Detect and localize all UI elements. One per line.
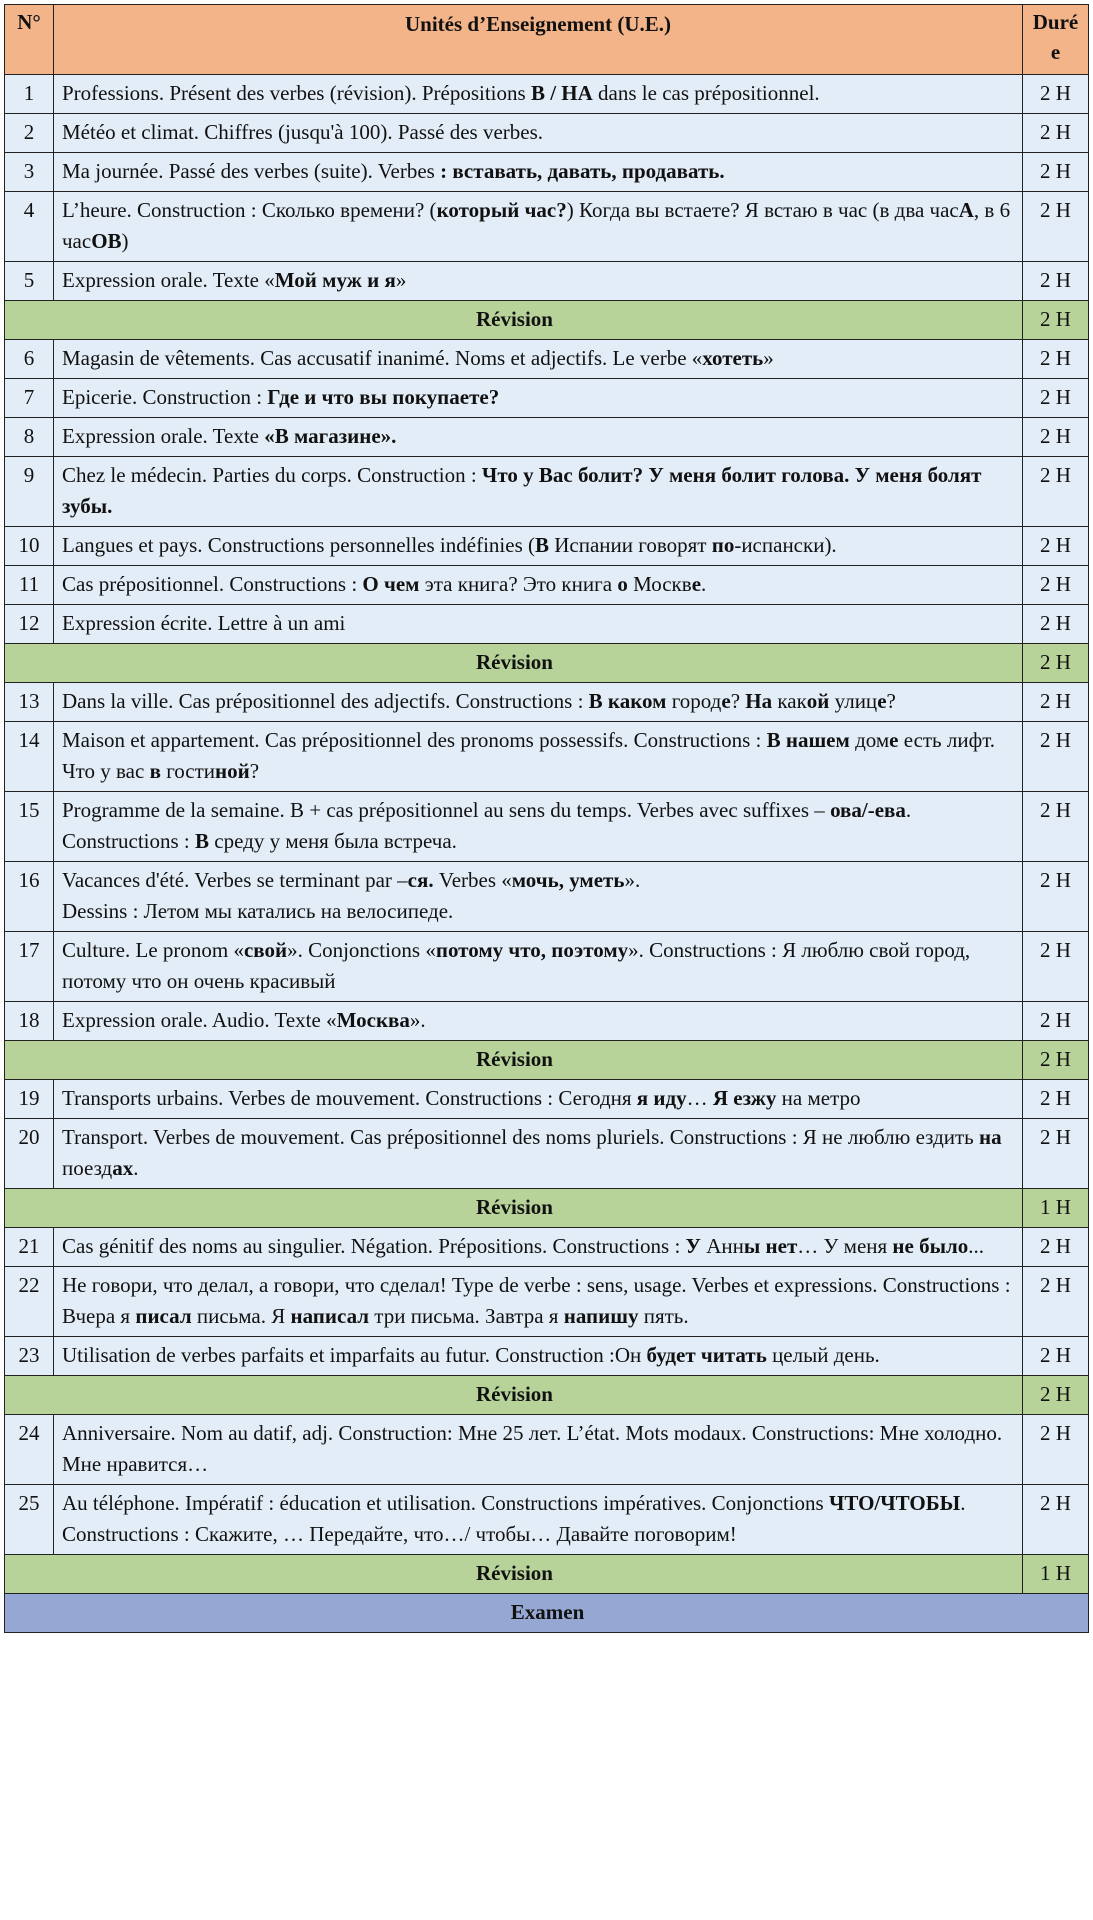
lesson-description: [54, 566, 1023, 605]
lesson-description: [54, 1415, 1023, 1485]
revision-label: Révision: [5, 1555, 1023, 1594]
text: ?: [249, 759, 260, 783]
text: . Constructions :: [62, 798, 912, 853]
bold-text: по: [711, 533, 735, 557]
text: dans le cas prépositionnel.: [592, 81, 820, 105]
lesson-description: [54, 722, 1023, 792]
text: … У меня: [797, 1234, 893, 1258]
text: три письма. Завтра я: [369, 1304, 564, 1328]
lesson-duration: 2 H: [1023, 340, 1089, 379]
lesson-description: [54, 932, 1023, 1002]
bold-text: В нашем: [766, 728, 850, 752]
lesson-number: 4: [5, 192, 54, 262]
table-row: [5, 792, 1089, 862]
bold-text: который час?: [436, 198, 567, 222]
text: Transport. Verbes de mouvement. Cas prépositionnel des noms pluriels. Constructions : Я не люблю ездить: [62, 1125, 980, 1149]
lesson-number: 18: [5, 1002, 54, 1041]
bold-text: нет: [765, 1234, 798, 1258]
bold-text: на: [979, 1125, 1002, 1149]
text: Анн: [700, 1234, 744, 1258]
table-row: [5, 722, 1089, 792]
lesson-description: [54, 605, 1023, 644]
header-duration: [1023, 5, 1089, 75]
lesson-description: [54, 683, 1023, 722]
text: Magasin de vêtements. Cas accusatif inanimé. Noms et adjectifs. Le verbe «: [62, 346, 703, 370]
table-row: [5, 114, 1089, 153]
revision-label: Révision: [5, 1189, 1023, 1228]
table-row: [5, 1337, 1089, 1376]
revision-row: [5, 301, 1089, 340]
lesson-number: 5: [5, 262, 54, 301]
lesson-duration: 2 H: [1023, 1267, 1089, 1337]
lesson-duration: 2 H: [1023, 1485, 1089, 1555]
text: Cas génitif des noms au singulier. Négation. Prépositions. Constructions :: [62, 1234, 686, 1258]
lesson-duration: 2 H: [1023, 722, 1089, 792]
lesson-number: 22: [5, 1267, 54, 1337]
text: Expression orale. Texte «: [62, 268, 275, 292]
header-title: Unités d’Enseignement (U.E.): [54, 5, 1023, 75]
text: Expression écrite. Lettre à un ami: [62, 611, 346, 635]
text: ». Dessins : Летом мы катались на велосипеде.: [62, 868, 641, 923]
bold-text: Я езжу: [712, 1086, 777, 1110]
lesson-description: [54, 792, 1023, 862]
text: целый день.: [766, 1343, 880, 1367]
lesson-description: [54, 1485, 1023, 1555]
lesson-number: 9: [5, 457, 54, 527]
lesson-number: 17: [5, 932, 54, 1002]
text: Не говори, что делал, а говори, что сделал! Type de verbe : sens, usage. Verbes et expressions. Constructions : Вчера я: [62, 1273, 1011, 1328]
text: ».: [409, 1008, 426, 1032]
lesson-number: 2: [5, 114, 54, 153]
lesson-description: [54, 1119, 1023, 1189]
bold-text: В каком: [588, 689, 667, 713]
table-row: [5, 683, 1089, 722]
lesson-duration: 2 H: [1023, 792, 1089, 862]
revision-label: Révision: [5, 644, 1023, 683]
lesson-duration: 2 H: [1023, 379, 1089, 418]
lesson-duration: 2 H: [1023, 418, 1089, 457]
text: ) Когда вы встаете? Я встаю в час (в два час: [566, 198, 959, 222]
bold-text: потому что, поэтому: [435, 938, 629, 962]
lesson-duration: 2 H: [1023, 1080, 1089, 1119]
text: Programme de la semaine. В + cas prépositionnel au sens du temps. Verbes avec suffixes –: [62, 798, 831, 822]
lesson-duration: 2 H: [1023, 1002, 1089, 1041]
lesson-duration: 2 H: [1023, 1119, 1089, 1189]
lesson-description: [54, 1267, 1023, 1337]
lesson-number: 15: [5, 792, 54, 862]
table-row: [5, 379, 1089, 418]
bold-text: мочь, уметь: [511, 868, 625, 892]
header-number-label: N°: [17, 10, 41, 34]
lesson-number: 14: [5, 722, 54, 792]
lesson-description: [54, 262, 1023, 301]
text: Au téléphone. Impératif : éducation et utilisation. Constructions impératives. Conjonctions: [62, 1491, 829, 1515]
lesson-duration: 2 H: [1023, 683, 1089, 722]
table-row: [5, 527, 1089, 566]
text: Dans la ville. Cas prépositionnel des adjectifs. Constructions :: [62, 689, 589, 713]
text: Испании говорят: [549, 533, 712, 557]
revision-row: [5, 1189, 1089, 1228]
text: Culture. Le pronom «: [62, 938, 244, 962]
text: ». Conjonctions «: [287, 938, 436, 962]
revision-label: Révision: [5, 301, 1023, 340]
text: Langues et pays. Constructions personnelles indéfinies (: [62, 533, 535, 557]
bold-text: Мой муж и я: [274, 268, 396, 292]
lesson-number: 10: [5, 527, 54, 566]
text: .: [133, 1156, 139, 1180]
text: , в 6 час: [62, 198, 1011, 253]
table-row: [5, 862, 1089, 932]
lesson-number: 7: [5, 379, 54, 418]
lesson-number: 20: [5, 1119, 54, 1189]
bold-text: Где и что вы покупаете?: [267, 385, 500, 409]
text: письма. Я: [191, 1304, 291, 1328]
text: как: [772, 689, 807, 713]
bold-text: Москва: [336, 1008, 410, 1032]
text: »: [763, 346, 774, 370]
table-row: [5, 1267, 1089, 1337]
bold-text: напишу: [563, 1304, 639, 1328]
text: есть лифт. Что у вас: [62, 728, 996, 783]
text: …: [686, 1086, 713, 1110]
lesson-description: [54, 340, 1023, 379]
table-row: [5, 192, 1089, 262]
lesson-number: 25: [5, 1485, 54, 1555]
revision-label: Révision: [5, 1041, 1023, 1080]
text: дом: [849, 728, 890, 752]
text: Chez le médecin. Parties du corps. Construction :: [62, 463, 482, 487]
lesson-description: [54, 1337, 1023, 1376]
lesson-duration: 2 H: [1023, 605, 1089, 644]
text: город: [666, 689, 722, 713]
bold-text: хотеть: [702, 346, 764, 370]
bold-text: е: [691, 572, 702, 596]
table-row: [5, 1485, 1089, 1555]
bold-text: будет читать: [646, 1343, 767, 1367]
text: Ma journée. Passé des verbes (suite). Verbes: [62, 159, 441, 183]
revision-duration: 2 H: [1023, 644, 1089, 683]
bold-text: е: [721, 689, 731, 713]
text: Verbes «: [433, 868, 512, 892]
lesson-number: 11: [5, 566, 54, 605]
text: Vacances d'été. Verbes se terminant par –: [62, 868, 408, 892]
table-row: [5, 75, 1089, 114]
bold-text: ах: [112, 1156, 134, 1180]
lesson-description: [54, 379, 1023, 418]
lesson-duration: 2 H: [1023, 153, 1089, 192]
lesson-description: [54, 114, 1023, 153]
table-row: [5, 1415, 1089, 1485]
text: Transports urbains. Verbes de mouvement. Constructions : Сегодня: [62, 1086, 637, 1110]
text: Expression orale. Texte: [62, 424, 265, 448]
bold-text: В: [195, 829, 210, 853]
bold-text: ы: [743, 1234, 761, 1258]
table-row: [5, 418, 1089, 457]
text: ». Constructions : Я люблю свой город, потому что он очень красивый: [62, 938, 971, 993]
text: эта книга? Это книга: [419, 572, 618, 596]
lesson-description: [54, 418, 1023, 457]
text: Epicerie. Construction :: [62, 385, 268, 409]
bold-text: В: [534, 533, 549, 557]
lesson-duration: 2 H: [1023, 114, 1089, 153]
text: . Constructions : Скажите, … Передайте, что…/ чтобы… Давайте поговорим!: [62, 1491, 966, 1546]
revision-row: [5, 1555, 1089, 1594]
bold-text: У: [685, 1234, 701, 1258]
text: Expression orale. Audio. Texte «: [62, 1008, 337, 1032]
bold-text: ной: [215, 759, 250, 783]
bold-text: писал: [135, 1304, 192, 1328]
lesson-description: [54, 1080, 1023, 1119]
lesson-description: [54, 1002, 1023, 1041]
bold-text: ЧТО/ЧТОБЫ: [828, 1491, 961, 1515]
lesson-duration: 2 H: [1023, 1337, 1089, 1376]
lesson-number: 13: [5, 683, 54, 722]
lesson-description: [54, 1228, 1023, 1267]
bold-text: ся.: [407, 868, 434, 892]
table-header: [5, 5, 1089, 75]
lesson-number: 3: [5, 153, 54, 192]
lesson-description: [54, 153, 1023, 192]
text: пять.: [638, 1304, 689, 1328]
text: Cas prépositionnel. Constructions :: [62, 572, 363, 596]
header-number: [5, 5, 54, 75]
lesson-duration: 2 H: [1023, 192, 1089, 262]
bold-text: «В магазине».: [264, 424, 397, 448]
revision-duration: 1 H: [1023, 1555, 1089, 1594]
text: .: [701, 572, 707, 596]
revision-row: [5, 1376, 1089, 1415]
revision-label: Révision: [5, 1376, 1023, 1415]
lesson-number: 24: [5, 1415, 54, 1485]
bold-text: Что у Вас болит? У меня болит голова. У меня болят зубы.: [62, 463, 982, 518]
lesson-number: 21: [5, 1228, 54, 1267]
lesson-number: 6: [5, 340, 54, 379]
text: Professions. Présent des verbes (révision). Prépositions: [62, 81, 531, 105]
text: на метро: [776, 1086, 861, 1110]
lesson-duration: 2 H: [1023, 1228, 1089, 1267]
table-row: [5, 932, 1089, 1002]
text: поезд: [62, 1156, 113, 1180]
lesson-duration: 2 H: [1023, 527, 1089, 566]
bold-text: о: [617, 572, 628, 596]
lesson-duration: 2 H: [1023, 862, 1089, 932]
revision-duration: 2 H: [1023, 301, 1089, 340]
text: гости: [160, 759, 216, 783]
table-row: [5, 605, 1089, 644]
table-row: [5, 340, 1089, 379]
bold-text: свой: [243, 938, 288, 962]
lesson-number: 1: [5, 75, 54, 114]
lesson-description: [54, 457, 1023, 527]
text: »: [395, 268, 407, 292]
lesson-duration: 2 H: [1023, 262, 1089, 301]
revision-duration: 2 H: [1023, 1376, 1089, 1415]
bold-text: я иду: [636, 1086, 687, 1110]
bold-text: е: [889, 728, 899, 752]
lesson-description: [54, 75, 1023, 114]
bold-text: А: [958, 198, 974, 222]
bold-text: в: [149, 759, 161, 783]
table-row: [5, 153, 1089, 192]
text: Maison et appartement. Cas prépositionnel des pronoms possessifs. Constructions :: [62, 728, 767, 752]
lesson-duration: 2 H: [1023, 932, 1089, 1002]
table-row: [5, 457, 1089, 527]
exam-row: [5, 1594, 1089, 1633]
text: ?: [886, 689, 896, 713]
revision-row: [5, 1041, 1089, 1080]
table-row: [5, 262, 1089, 301]
bold-text: не было: [892, 1234, 969, 1258]
revision-row: [5, 644, 1089, 683]
bold-text: О чем: [362, 572, 420, 596]
table-row: [5, 1002, 1089, 1041]
header-duration-label: Durée: [1032, 10, 1079, 64]
lesson-duration: 2 H: [1023, 457, 1089, 527]
table-row: [5, 1119, 1089, 1189]
bold-text: е: [877, 689, 887, 713]
lesson-description: [54, 192, 1023, 262]
text: ...: [968, 1234, 985, 1258]
text: среду у меня была встреча.: [209, 829, 457, 853]
lesson-duration: 2 H: [1023, 1415, 1089, 1485]
text: -испански).: [734, 533, 837, 557]
revision-duration: 2 H: [1023, 1041, 1089, 1080]
bold-text: : вставать, давать, продавать.: [440, 159, 725, 183]
text: Москв: [627, 572, 692, 596]
table-row: [5, 1228, 1089, 1267]
lesson-duration: 2 H: [1023, 566, 1089, 605]
text: L’heure. Construction : Сколько времени? (: [62, 198, 437, 222]
text: ?: [730, 689, 746, 713]
bold-text: ой: [806, 689, 830, 713]
lesson-description: [54, 527, 1023, 566]
bold-text: написал: [290, 1304, 370, 1328]
bold-text: ОВ: [91, 229, 122, 253]
bold-text: На: [745, 689, 773, 713]
text: Météo et climat. Chiffres (jusqu'à 100). Passé des verbes.: [62, 120, 544, 144]
lesson-number: 12: [5, 605, 54, 644]
lesson-duration: 2 H: [1023, 75, 1089, 114]
lesson-description: [54, 862, 1023, 932]
bold-text: В / НА: [530, 81, 593, 105]
header-row: [5, 5, 1089, 75]
text: ): [121, 229, 129, 253]
lesson-number: 16: [5, 862, 54, 932]
text: Utilisation de verbes parfaits et imparfaits au futur. Construction :Он: [62, 1343, 647, 1367]
revision-duration: 1 H: [1023, 1189, 1089, 1228]
table-row: [5, 1080, 1089, 1119]
bold-text: ова/-ева: [830, 798, 906, 822]
lesson-number: 19: [5, 1080, 54, 1119]
table-row: [5, 566, 1089, 605]
text: Anniversaire. Nom au datif, adj. Construction: Мне 25 лет. L’état. Mots modaux. Constructions: Мне холодно. Мне нравится…: [62, 1421, 1003, 1476]
text: улиц: [829, 689, 878, 713]
exam-label: Examen: [5, 1594, 1089, 1633]
lesson-number: 23: [5, 1337, 54, 1376]
curriculum-table: [4, 4, 1089, 1633]
table-body: [5, 75, 1089, 1633]
lesson-number: 8: [5, 418, 54, 457]
